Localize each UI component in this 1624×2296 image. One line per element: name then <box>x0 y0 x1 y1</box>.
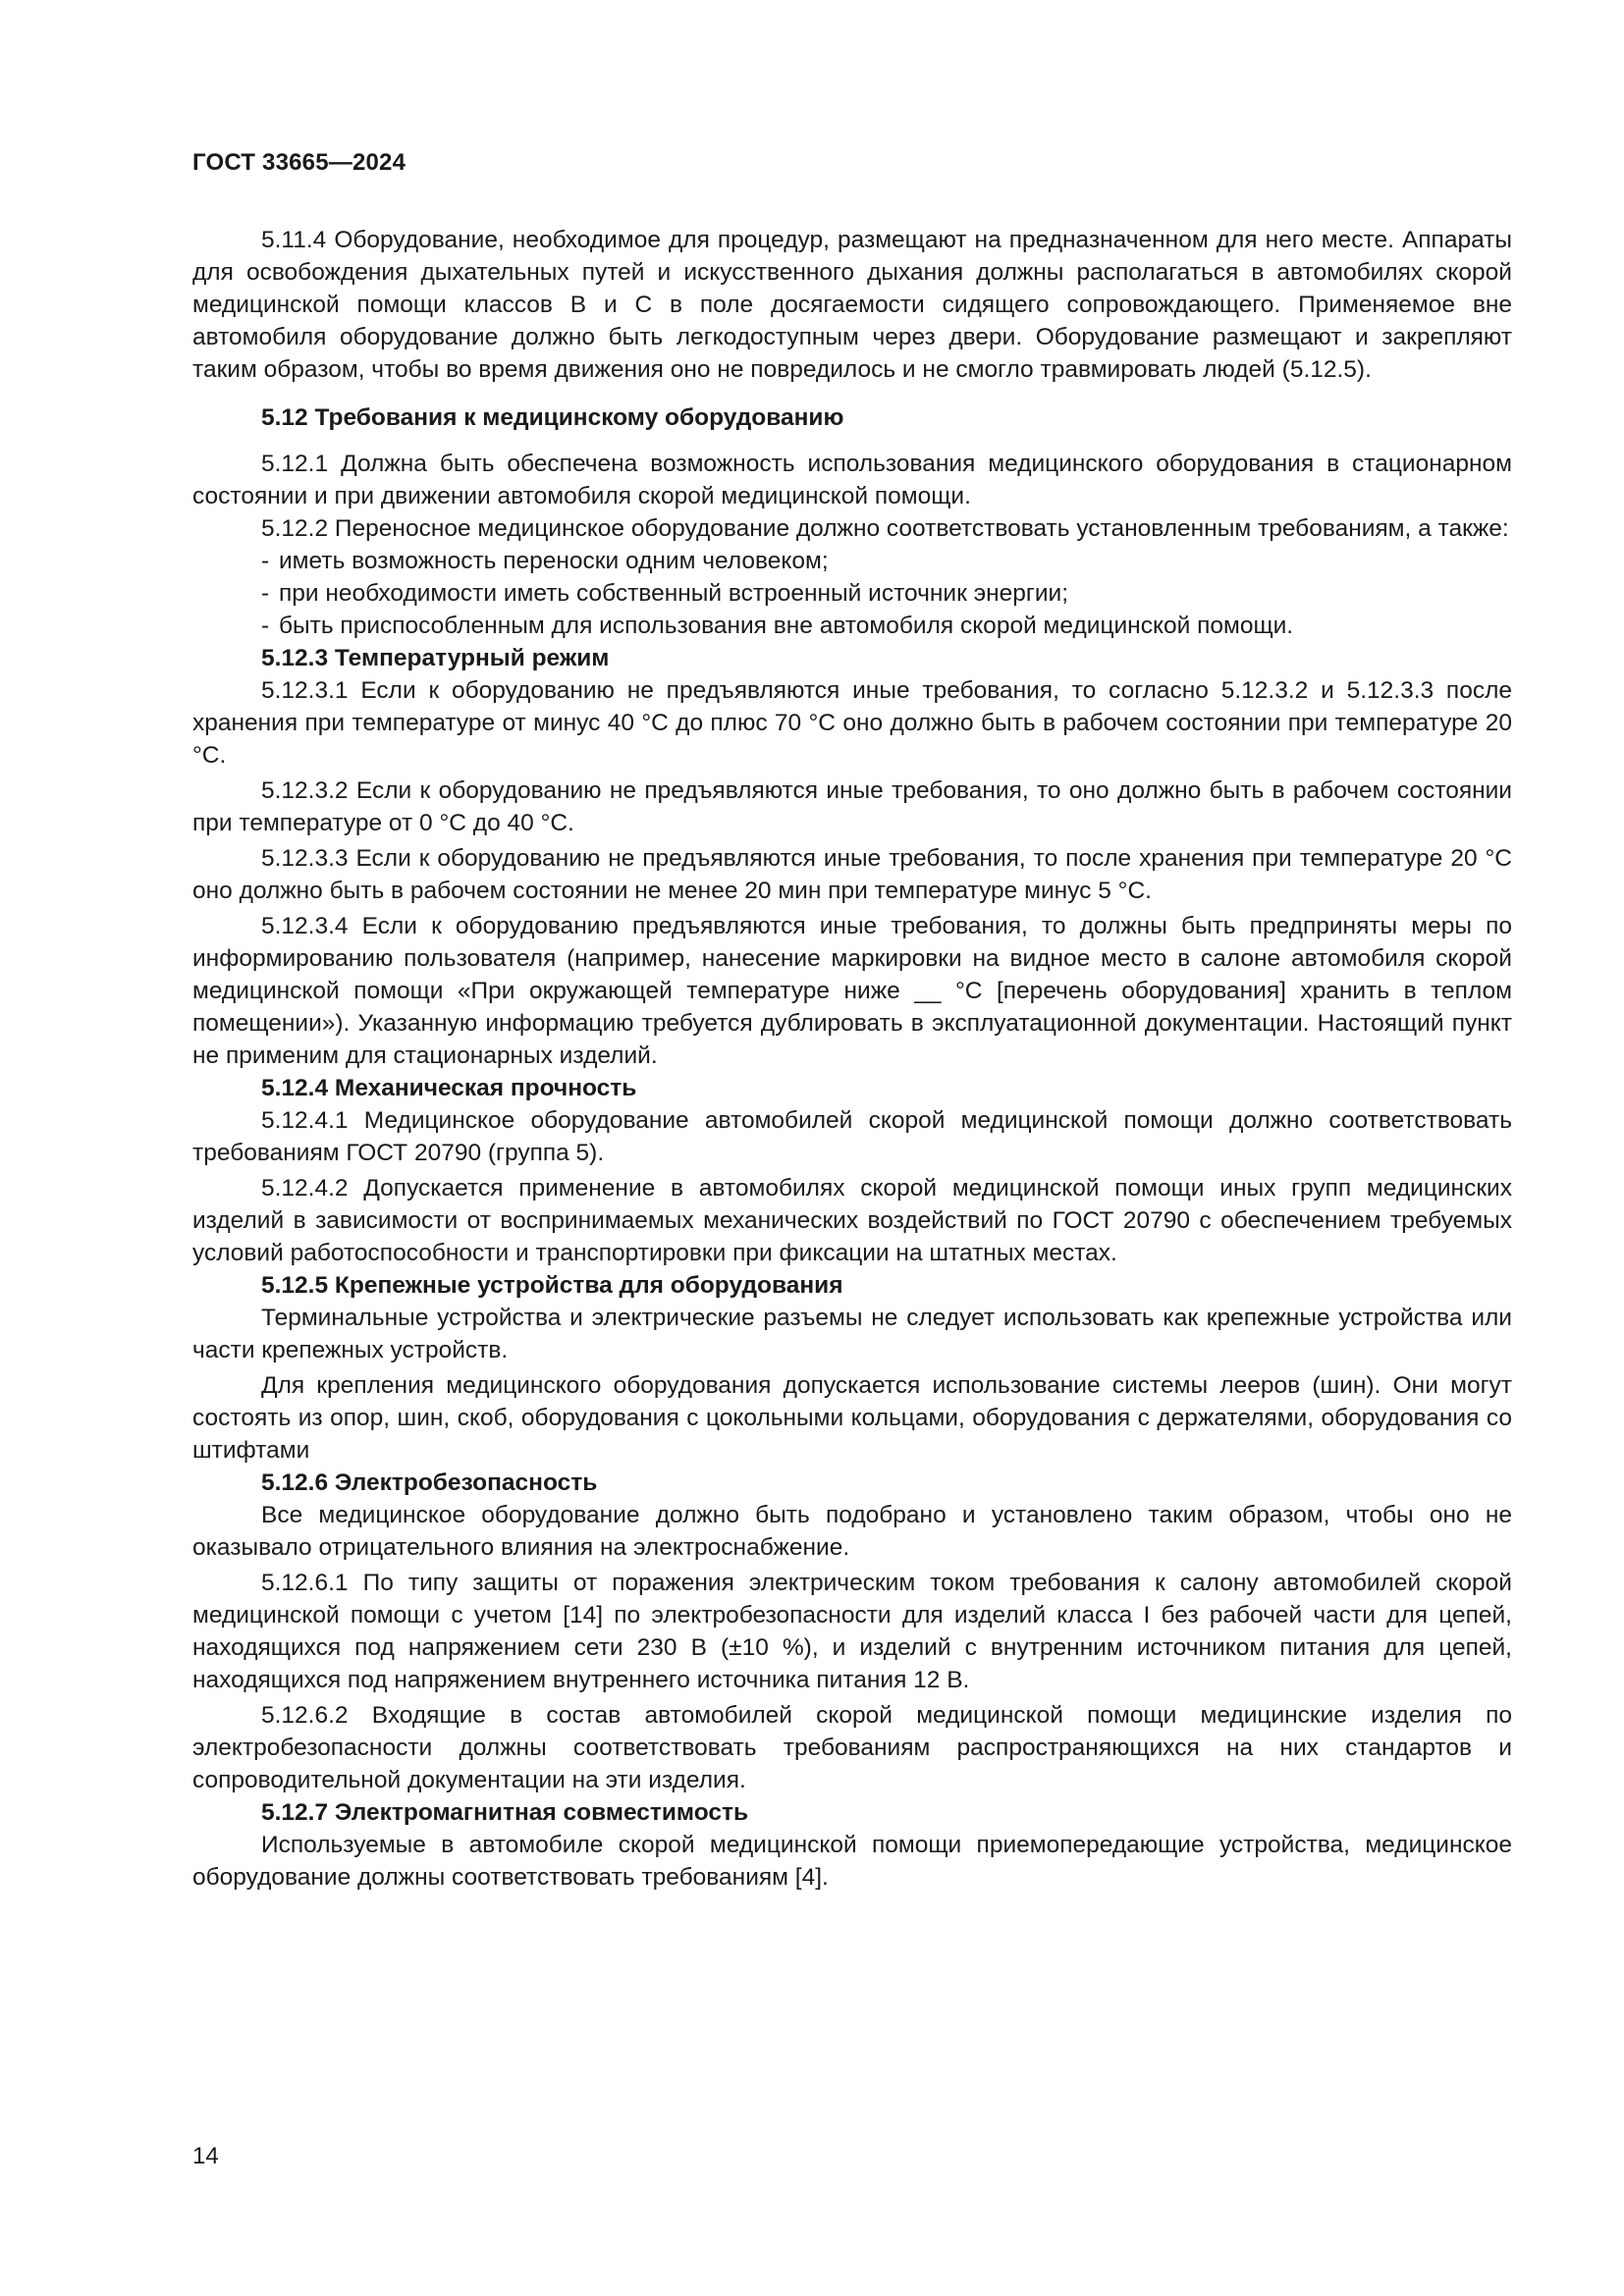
paragraph-5-12-4-1: 5.12.4.1 Медицинское оборудование автомобилей скорой медицинской помощи должно соответствовать требованиям ГОСТ 20790 (группа 5). <box>192 1107 1512 1166</box>
requirements-list <box>192 545 1512 642</box>
list-marker: - <box>261 580 270 607</box>
paragraph-5-12-3-1: 5.12.3.1 Если к оборудованию не предъявляются иные требования, то согласно 5.12.3.2 и 5.12.3.3 после хранения при температуре от минус 40 °С до плюс 70 °С оно должно быть в рабочем состоянии при температуре 20 °С. <box>192 677 1512 769</box>
document-body <box>192 224 1512 1894</box>
paragraph-5-11-4: 5.11.4 Оборудование, необходимое для процедур, размещают на предназначенном для него месте. Аппараты для освобождения дыхательных путей и искусственного дыхания должны располагаться в автомобилях скорой медицинской помощи классов В и С в поле досягаемости сидящего сопровождающего. Применяемое вне автомобиля оборудование должно быть легкодоступным через двери. Оборудование размещают и закрепляют таким образом, чтобы во время движения оно не повредилось и не смогло травмировать людей (5.12.5). <box>192 227 1512 383</box>
paragraph-5-12-3-4: 5.12.3.4 Если к оборудованию предъявляются иные требования, то должны быть предприняты меры по информированию пользователя (например, нанесение маркировки на видное место в салоне автомобиля скорой медицинской помощи «При окружающей температуре ниже __ °С [перечень оборудования] хранить в теплом помещении»). Указанную информацию требуется дублировать в эксплуатационной документации. Настоящий пункт не применим для стационарных изделий. <box>192 913 1512 1069</box>
section-heading-5-12: 5.12 Требования к медицинскому оборудованию <box>261 404 844 431</box>
list-item-text: при необходимости иметь собственный встроенный источник энергии; <box>279 580 1069 607</box>
paragraph-5-12-3-2: 5.12.3.2 Если к оборудованию не предъявляются иные требования, то оно должно быть в рабочем состоянии при температуре от 0 °С до 40 °С. <box>192 777 1512 836</box>
list-item-text: иметь возможность переноски одним человеком; <box>279 548 829 574</box>
subsection-heading-5-12-6: 5.12.6 Электробезопасность <box>261 1469 598 1496</box>
paragraph-5-12-4-2: 5.12.4.2 Допускается применение в автомобилях скорой медицинской помощи иных групп медицинских изделий в зависимости от воспринимаемых механических воздействий по ГОСТ 20790 с обеспечением требуемых условий работоспособности и транспортировки при фиксации на штатных местах. <box>192 1175 1512 1266</box>
subsection-heading-5-12-5: 5.12.5 Крепежные устройства для оборудования <box>261 1272 843 1299</box>
standard-header: ГОСТ 33665—2024 <box>192 149 406 176</box>
list-item <box>261 577 1512 610</box>
subsection-heading-5-12-7: 5.12.7 Электромагнитная совместимость <box>261 1799 749 1826</box>
list-marker: - <box>261 548 270 574</box>
paragraph-5-12-6-2: 5.12.6.2 Входящие в состав автомобилей скорой медицинской помощи медицинские изделия по электробезопасности должны соответствовать требованиям распространяющихся на них стандартов и сопроводительной документации на эти изделия. <box>192 1702 1512 1793</box>
paragraph-5-12-7: Используемые в автомобиле скорой медицинской помощи приемопередающие устройства, медицинское оборудование должны соответствовать требованиям [4]. <box>192 1832 1512 1891</box>
page-number: 14 <box>192 2143 219 2169</box>
paragraph-5-12-5-b: Для крепления медицинского оборудования допускается использование системы лееров (шин). Они могут состоять из опор, шин, скоб, оборудования с цокольными кольцами, оборудования с держателями, оборудования со штифтами <box>192 1372 1512 1464</box>
paragraph-5-12-1: 5.12.1 Должна быть обеспечена возможность использования медицинского оборудования в стационарном состоянии и при движении автомобиля скорой медицинской помощи. <box>192 451 1512 509</box>
paragraph-5-12-2: 5.12.2 Переносное медицинское оборудование должно соответствовать установленным требованиям, а также: <box>261 515 1509 542</box>
list-item <box>261 545 1512 577</box>
paragraph-5-12-5-a: Терминальные устройства и электрические разъемы не следует использовать как крепежные устройства или части крепежных устройств. <box>192 1305 1512 1363</box>
list-marker: - <box>261 613 270 639</box>
subsection-heading-5-12-3: 5.12.3 Температурный режим <box>261 645 610 671</box>
list-item <box>261 610 1512 642</box>
paragraph-5-12-6: Все медицинское оборудование должно быть подобрано и установлено таким образом, чтобы оно не оказывало отрицательного влияния на электроснабжение. <box>192 1502 1512 1561</box>
paragraph-5-12-3-3: 5.12.3.3 Если к оборудованию не предъявляются иные требования, то после хранения при температуре 20 °С оно должно быть в рабочем состоянии не менее 20 мин при температуре минус 5 °С. <box>192 845 1512 904</box>
paragraph-5-12-6-1: 5.12.6.1 По типу защиты от поражения электрическим током требования к салону автомобилей скорой медицинской помощи с учетом [14] по электробезопасности для изделий класса I без рабочей части для цепей, находящихся под напряжением сети 230 В (±10 %), и изделий с внутренним источником питания для цепей, находящихся под напряжением внутреннего источника питания 12 В. <box>192 1570 1512 1693</box>
subsection-heading-5-12-4: 5.12.4 Механическая прочность <box>261 1075 637 1101</box>
list-item-text: быть приспособленным для использования вне автомобиля скорой медицинской помощи. <box>279 613 1294 639</box>
